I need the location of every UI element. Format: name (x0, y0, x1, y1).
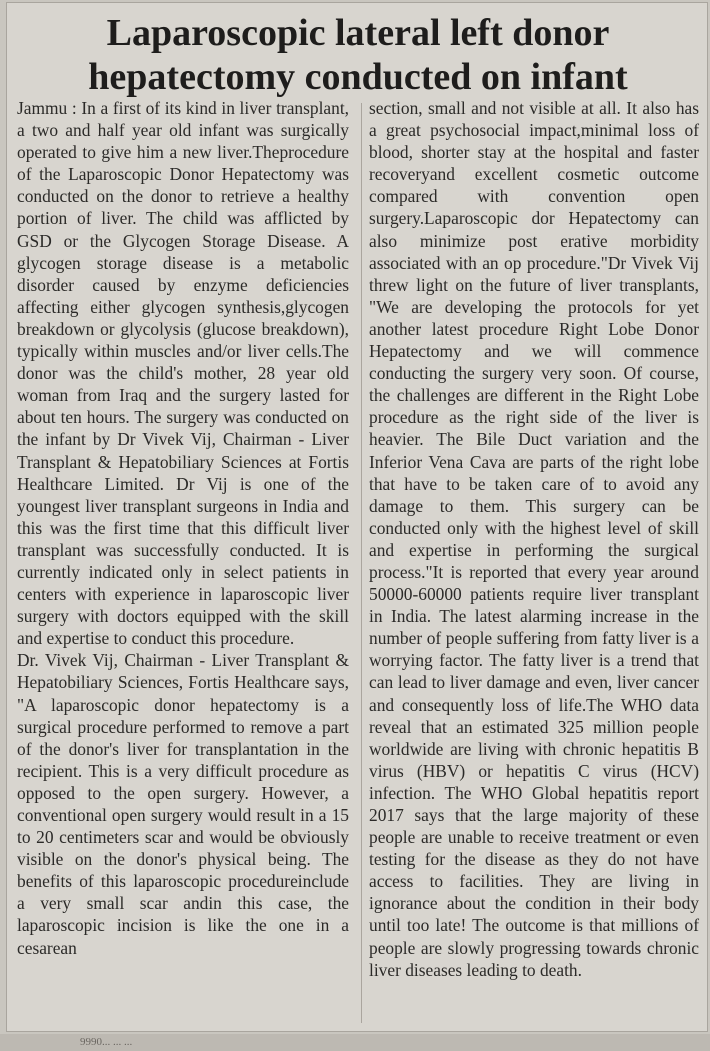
headline (7, 11, 709, 99)
paragraph-3: section, small and not visible at all. It also has a great psychosocial impact,minimal loss of blood, shorter stay at the hospital and faster recoveryand excellent cosmetic outcome compared with convention open surgery.Laparoscopic dor Hepatectomy can also minimize post erative morbidity associated with an op procedure."Dr Vivek Vij threw light on the future of liver transplants, "We are developing the protocols for yet another latest procedure Right Lobe Donor Hepatectomy and we will commence conducting the surgery very soon. Of course, the challenges are different in the Right Lobe procedure as the right side of the liver is heavier. The Bile Duct variation and the Inferior Vena Cava are parts of the right lobe that have to be taken care of to avoid any damage to them. This surgery can be conducted only with the highest level of skill and expertise in performing the surgical process."It is reported that every year around 50000-60000 patients require liver transplant in India. The latest alarming increase in the number of people suffering from fatty liver is a worrying factor. The fatty liver is a trend that can lead to liver damage and even, liver cancer and consequently loss of life.The WHO data reveal that an estimated 325 million people worldwide are living with chronic hepatitis B virus (HBV) or hepatitis C virus (HCV) infection. The WHO Global hepatitis report 2017 says that the large majority of these people are unable to receive treatment or even testing for the disease as they do not have access to facilities. They are living in ignorance about the condition in their body until too late! The outcome is that millions of people are slowly progressing towards chronic liver diseases leading to death. (369, 98, 699, 980)
headline-line-1: Laparoscopic lateral left donor (106, 12, 610, 54)
column-divider (361, 103, 362, 1023)
footer-fragment: 9990... ... ... (80, 1036, 133, 1048)
article-column-left (17, 97, 349, 959)
headline-line-2: hepatectomy conducted on infant (88, 56, 628, 98)
paragraph-2: Dr. Vivek Vij, Chairman - Liver Transplant & Hepatobiliary Sciences, Fortis Healthcare says, "A laparoscopic donor hepatectomy is a surgical procedure performed to remove a part of the donor's liver for transplantation in the recipient. This is a very difficult procedure as opposed to the open surgery. However, a conventional open surgery would result in a 15 to 20 centimeters scar and would be obviously visible on the donor's physical being. The benefits of this laparoscopic procedureinclude a very small scar andin this case, the laparoscopic incision is like the one in a cesarean (17, 650, 349, 958)
article-column-right (369, 97, 699, 981)
newspaper-clipping (6, 2, 708, 1032)
clipping-bottom-edge (0, 1034, 710, 1051)
paragraph-1: Jammu : In a first of its kind in liver transplant, a two and half year old infant was surgically operated to give him a new liver.Theprocedure of the Laparoscopic Donor Hepatectomy was conducted on the donor to retrieve a healthy portion of liver. The child was afflicted by GSD or the Glycogen Storage Disease. A glycogen storage disease is a metabolic disorder caused by enzyme deficiencies affecting either glycogen synthesis,glycogen breakdown or glycolysis (glucose breakdown), typically within muscles and/or liver cells.The donor was the child's mother, 28 year old woman from Iraq and the surgery lasted for about ten hours. The surgery was conducted on the infant by Dr Vivek Vij, Chairman - Liver Transplant & Hepatobiliary Sciences at Fortis Healthcare Limited. Dr Vij is one of the youngest liver transplant surgeons in India and this was the first time that this difficult liver transplant was successfully conducted. It is currently indicated only in select patients in centers with experience in laparoscopic liver surgery with doctors equipped with the skill and expertise to conduct this procedure. (17, 98, 349, 649)
